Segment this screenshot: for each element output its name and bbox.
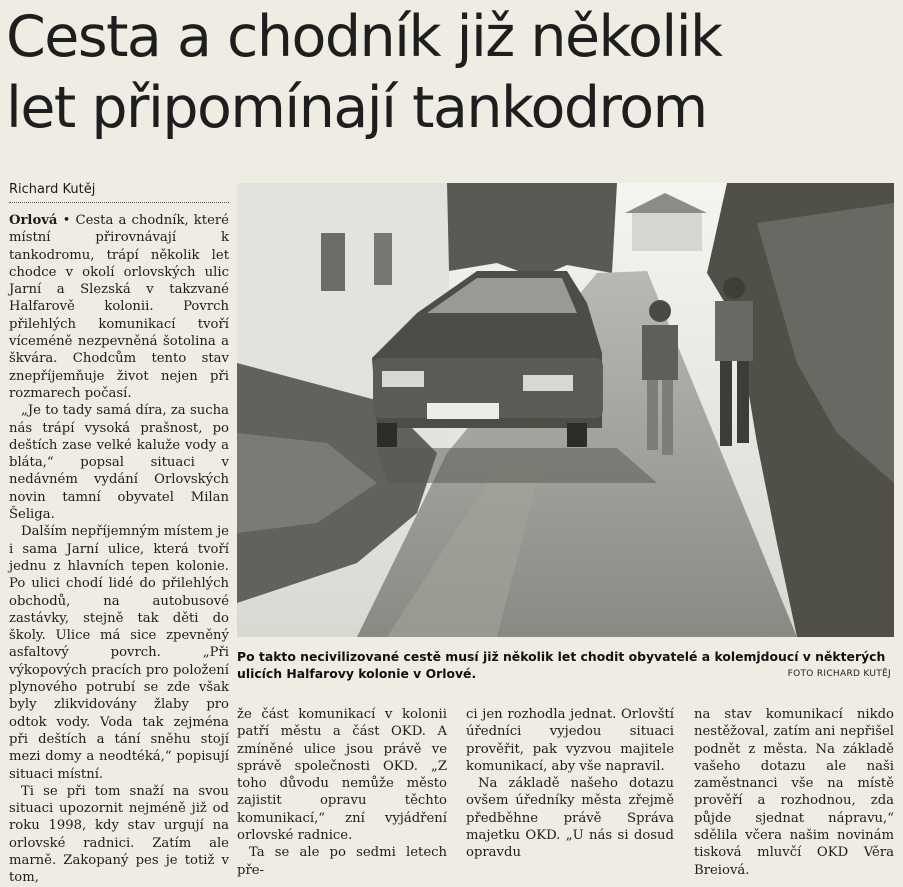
dateline: Orlová bbox=[9, 213, 58, 228]
headline-line-2: let připomínají tankodrom bbox=[6, 75, 707, 141]
article-paragraph: ci jen rozhodla jednat. Orlovští úředníci vyjedou situaci prověřit, pak vyzvou majitele komunikací, aby vše napravil. bbox=[466, 707, 674, 774]
article-paragraph: na stav komunikací nikdo nestěžoval, zatím ani nepřišel podnět z města. Na základě vašeho dotazu ale naši zaměstnanci vše na místě prověří a rozhodnou, zda půjde sjednat nápravu,“ sdělila včera našim novinám tisková mluvčí OKD Věra Breiová. bbox=[694, 707, 894, 878]
article-paragraph: Dalším nepříjemným místem je i sama Jarní ulice, která tvoří jednu z hlavních tepen kolonie. Po ulici chodí lidé do přilehlých obchodů, na autobusové zastávky, stejně tak děti do školy. Ulice má sice zpevněný asfaltový povrch. „Při výkopových pracích pro položení plynového potrubí se zde však byly zlikvidovány žlaby pro odtok vody. Voda tak zejména při deštích a tání sněhu stojí mezi domy a neodtéká,“ popisují situaci místní. bbox=[9, 524, 229, 782]
headline-line-1: Cesta a chodník již několik bbox=[6, 4, 722, 70]
article-paragraph: že část komunikací v kolonii patří městu a část OKD. A zmíněné ulice jsou právě ve správě společnosti OKD. „Z toho důvodu nemůže město zajistit opravu těchto komunikací,“ zní vyjádření orlovské radnice. bbox=[237, 707, 447, 844]
article-column-1 bbox=[9, 212, 229, 886]
paragraph-text: Cesta a chodník, které místní přirovnávají k tankodromu, trápí několik let chodce v okolí orlovských ulic Jarní a Slezská v takzvané Halfarově kolonii. Povrch přilehlých komunikací tvoří víceméně nezpevněná šotolina a škvára. Chodcům tento stav znepříjemňuje život nejen při rozmarech počasí. bbox=[9, 213, 229, 401]
byline: Richard Kutěj bbox=[9, 181, 229, 203]
article-paragraph: „Je to tady samá díra, za sucha nás trápí vysoká prašnost, po deštích zase velké kaluže vody a bláta,“ popsal situaci v nedávném vydání Orlovských novin tamní obyvatel Milan Šeliga. bbox=[9, 403, 229, 523]
dateline-bullet: • bbox=[62, 213, 71, 228]
article-paragraph: Na základě našeho dotazu ovšem úředníky města zřejmě předběhne právě Správa majetku OKD. „U nás si dosud opravdu bbox=[466, 776, 674, 861]
photo-credit: FOTO RICHARD KUTĚJ bbox=[787, 669, 891, 679]
article-column-2 bbox=[237, 706, 447, 878]
article-column-4 bbox=[694, 706, 894, 878]
article-paragraph bbox=[9, 212, 229, 402]
headline bbox=[6, 2, 898, 144]
article-paragraph: Ti se při tom snaží na svou situaci upozornit nejméně již od roku 1998, kdy stav urgují na orlovské radnici. Zatím ale marně. Zakopaný pes je totiž v tom, bbox=[9, 783, 229, 886]
article-column-3 bbox=[466, 706, 674, 861]
article-paragraph: Ta se ale po sedmi letech pře- bbox=[237, 845, 447, 878]
article-photo bbox=[237, 183, 894, 637]
photo-caption: Po takto necivilizované cestě musí již několik let chodit obyvatelé a kolemjdoucí v některých ulicích Halfarovy kolonie v Orlové. bbox=[237, 649, 886, 681]
